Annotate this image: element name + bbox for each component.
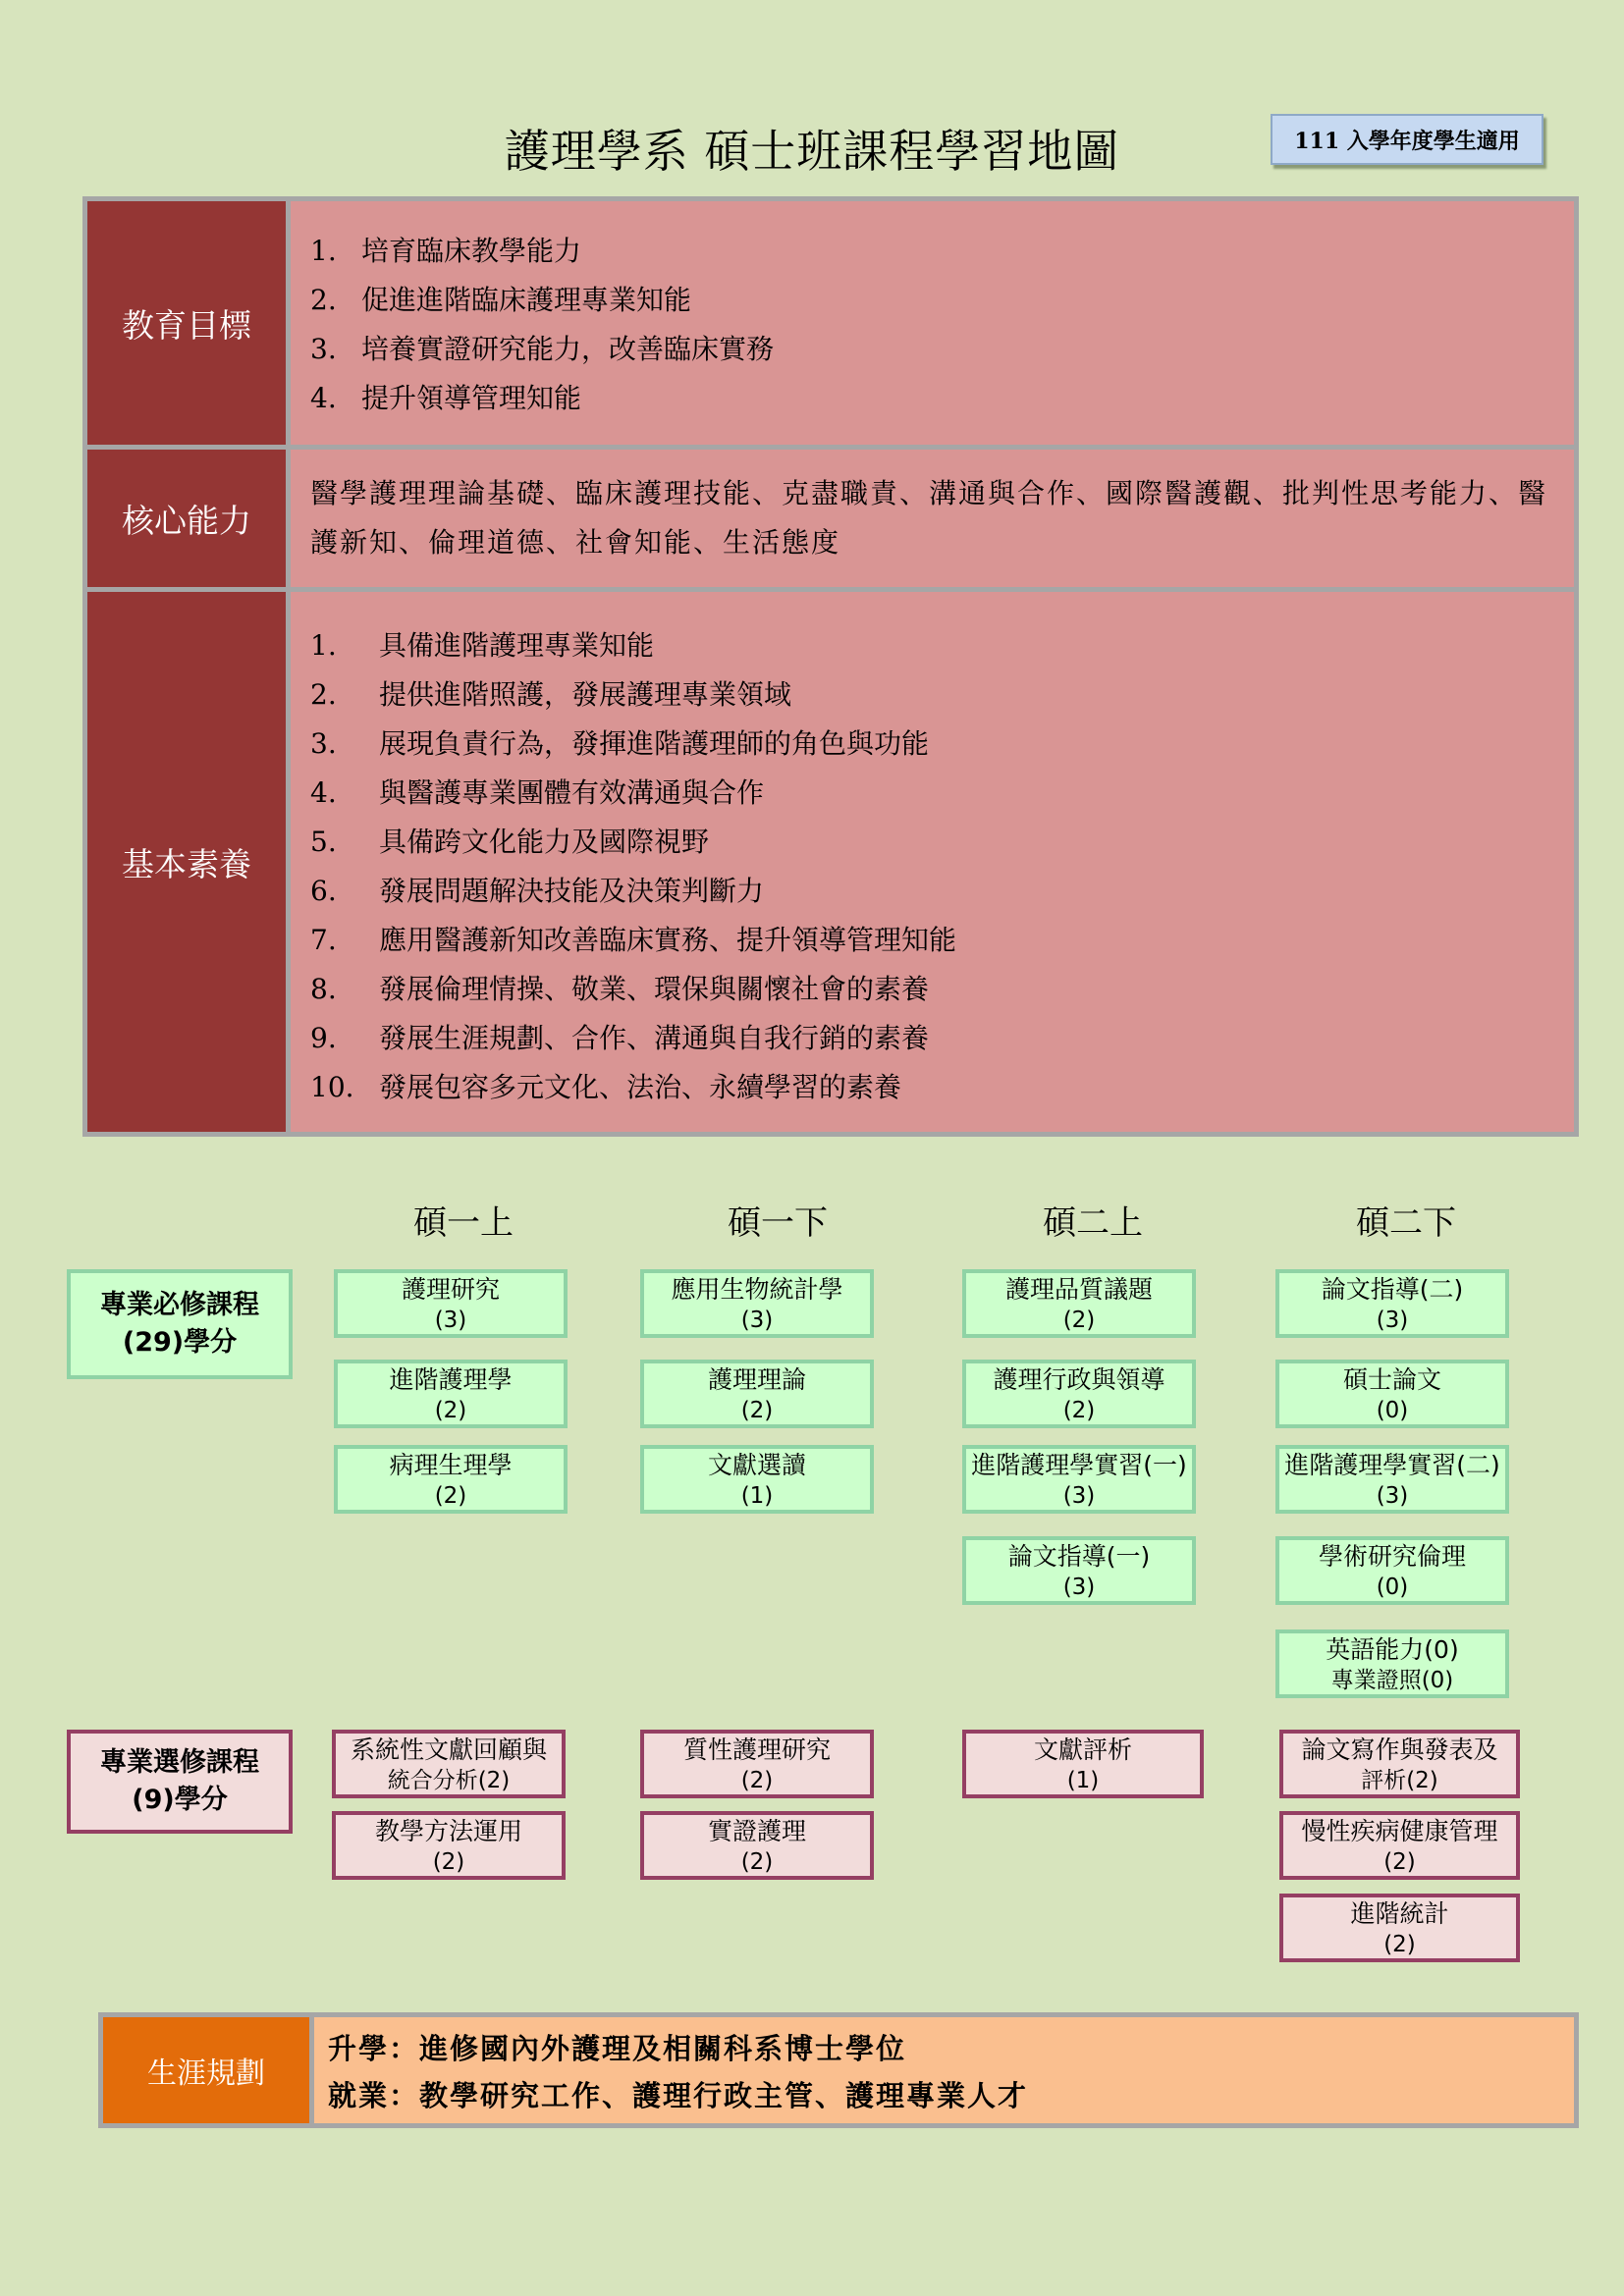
list-item: 2. 提供進階照護，發展護理專業領域 [310,678,792,711]
info-table [82,196,1579,1137]
course-box: 病理生理學 (2) [334,1445,568,1514]
course-box: 應用生物統計學 (3) [640,1269,874,1338]
page-title: 護理學系 碩士班課程學習地圖 [504,125,1120,178]
course-box: 論文指導(一) (3) [962,1536,1196,1605]
list-item: 4. 與醫護專業團體有效溝通與合作 [310,776,765,809]
list-item: 9. 發展生涯規劃、合作、溝通與自我行銷的素養 [310,1022,930,1054]
career-planning-body [314,2017,1574,2123]
semester-header: 碩二下 [1356,1203,1456,1243]
course-box: 論文寫作與發表及 評析(2) [1279,1730,1520,1798]
course-box: 系統性文獻回顧與 統合分析(2) [332,1730,566,1798]
course-box: 學術研究倫理 (0) [1275,1536,1509,1605]
list-item: 6. 發展問題解決技能及決策判斷力 [310,875,765,907]
education-goals-label: 教育目標 [87,201,291,445]
year-badge: 111 入學年度學生適用 [1271,114,1543,165]
core-competency-text: 醫學護理理論基礎、臨床護理技能、克盡職責、溝通與合作、國際醫護觀、批判性思考能力、醫護新知、倫理道德、社會知能、生活態度 [310,477,1548,559]
career-planning [98,2012,1579,2128]
course-box: 慢性疾病健康管理 (2) [1279,1811,1520,1880]
core-competency-text-box [291,450,1574,587]
list-item: 10. 發展包容多元文化、法治、永續學習的素養 [310,1071,902,1103]
education-goals-list [291,201,1574,445]
course-box: 進階護理學實習(一) (3) [962,1445,1196,1514]
elective-courses-category [67,1730,293,1834]
course-box: 文獻評析 (1) [962,1730,1204,1798]
course-box: 碩士論文 (0) [1275,1360,1509,1428]
list-item: 3. 培養實證研究能力，改善臨床實務 [310,333,775,365]
course-box: 英語能力(0) 專業證照(0) [1275,1629,1509,1698]
course-box: 論文指導(二) (3) [1275,1269,1509,1338]
list-item: 1. 具備進階護理專業知能 [310,629,655,662]
category-credits: (29)學分 [122,1327,238,1358]
semester-header: 碩一上 [413,1203,514,1243]
course-box: 文獻選讀 (1) [640,1445,874,1514]
course-box: 實證護理 (2) [640,1811,874,1880]
career-employment: 就業：教學研究工作、護理行政主管、護理專業人才 [328,2079,1029,2112]
course-box: 進階護理學 (2) [334,1360,568,1428]
category-label: 專業選修課程 [100,1747,259,1778]
course-box: 護理品質議題 (2) [962,1269,1196,1338]
career-further-study: 升學：進修國內外護理及相關科系博士學位 [328,2032,907,2065]
list-item: 8. 發展倫理情操、敬業、環保與關懷社會的素養 [310,973,930,1005]
category-label: 專業必修課程 [100,1290,259,1320]
course-box: 進階護理學實習(二) (3) [1275,1445,1509,1514]
core-competency-label: 核心能力 [87,450,291,587]
required-courses-category [67,1269,293,1379]
course-box: 護理理論 (2) [640,1360,874,1428]
list-item: 2. 促進進階臨床護理專業知能 [310,284,692,316]
basic-literacy-list [291,592,1574,1132]
core-competency-row [87,450,1574,592]
list-item: 5. 具備跨文化能力及國際視野 [310,826,710,858]
course-box: 教學方法運用 (2) [332,1811,566,1880]
list-item: 1. 培育臨床教學能力 [310,235,582,267]
education-goals-row [87,201,1574,450]
list-item: 3. 展現負責行為，發揮進階護理師的角色與功能 [310,727,930,760]
course-box: 質性護理研究 (2) [640,1730,874,1798]
semester-header: 碩二上 [1043,1203,1143,1243]
basic-literacy-label: 基本素養 [87,592,291,1132]
semester-header: 碩一下 [728,1203,828,1243]
course-box: 護理研究 (3) [334,1269,568,1338]
course-box: 護理行政與領導 (2) [962,1360,1196,1428]
course-box: 進階統計 (2) [1279,1894,1520,1962]
list-item: 4. 提升領導管理知能 [310,382,582,414]
career-planning-label: 生涯規劃 [103,2017,314,2123]
basic-literacy-row [87,592,1574,1132]
category-credits: (9)學分 [132,1785,228,1815]
list-item: 7. 應用醫護新知改善臨床實務、提升領導管理知能 [310,924,957,956]
